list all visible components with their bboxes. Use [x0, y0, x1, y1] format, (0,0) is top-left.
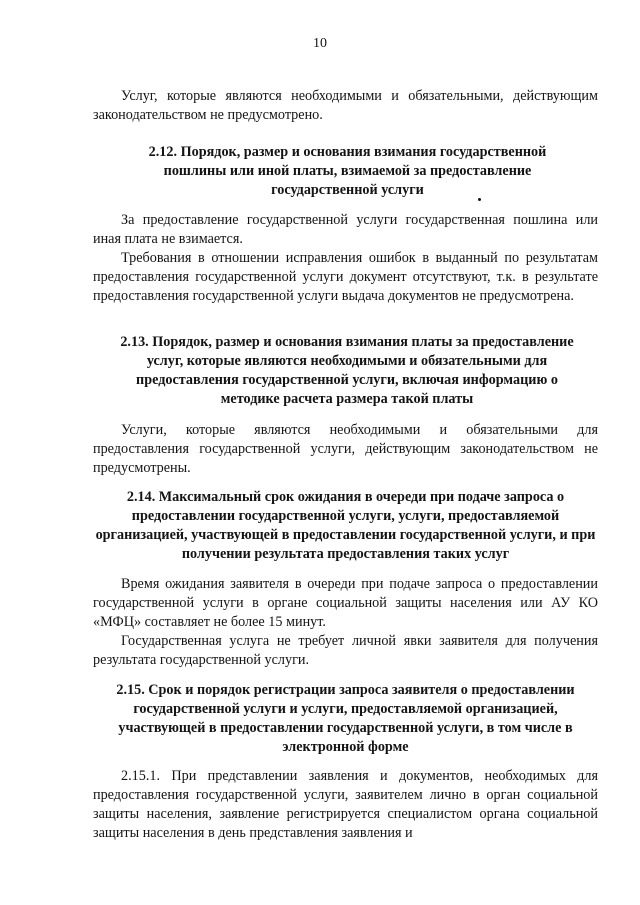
paragraph: 2.15.1. При представлении заявления и документов, необходимых для предоставления государственной услуги, заявителем лично в орган социальной защиты населения, заявление регистрируется специалистом органа социальной защиты населения в день представления заявления и — [93, 768, 598, 841]
intro-paragraph: Услуг, которые являются необходимыми и обязательными, действующим законодательством не предусмотрено. — [93, 88, 598, 123]
section-heading-2-15: 2.15. Срок и порядок регистрации запроса заявителя о предоставлении государственной услуги и услуги, предоставляемой организацией, участвующей в предоставлении государственной услуги, в том числе в электронной форме — [116, 682, 575, 755]
section-2-15-heading-block — [93, 681, 598, 757]
section-2-12-body — [93, 211, 598, 306]
section-2-14-body — [93, 575, 598, 670]
paragraph: Государственная услуга не требует личной явки заявителя для получения результата государственной услуги. — [93, 633, 598, 668]
section-2-14-heading-block — [93, 488, 598, 564]
page-number: 10 — [313, 36, 327, 51]
section-heading-2-12: 2.12. Порядок, размер и основания взимания государственной пошлины или иной платы, взимаемой за предоставление государственной услуги — [148, 144, 547, 198]
stray-mark — [478, 198, 481, 201]
section-2-13-body — [93, 421, 598, 478]
paragraph: Услуги, которые являются необходимыми и обязательными для предоставления государственной услуги, действующим законодательством не предусмотрены. — [93, 422, 598, 476]
paragraph: За предоставление государственной услуги государственная пошлина или иная плата не взимается. — [93, 212, 598, 247]
intro-block — [93, 87, 598, 125]
section-2-15-body — [93, 767, 598, 843]
paragraph: Время ожидания заявителя в очереди при подаче запроса о предоставлении государственной услуги в органе социальной защиты населения или АУ КО «МФЦ» составляет не более 15 минут. — [93, 576, 598, 630]
paragraph: Требования в отношении исправления ошибок в выданный по результатам предоставления государственной услуги документ отсутствуют, т.к. в результате предоставления государственной услуги выдача документов не предусмотрена. — [93, 250, 598, 304]
section-2-13-heading-block — [108, 333, 586, 409]
section-2-12-heading-block — [120, 143, 575, 200]
section-heading-2-13: 2.13. Порядок, размер и основания взимания платы за предоставление услуг, которые являются необходимыми и обязательными для предоставления государственной услуги, включая информацию о методике расчета размера такой платы — [120, 334, 574, 407]
section-heading-2-14: 2.14. Максимальный срок ожидания в очереди при подаче запроса о предоставлении государственной услуги, услуги, предоставляемой организацией, участвующей в предоставлении государственной услуги, и при получении результата предоставления таких услуг — [95, 489, 596, 562]
